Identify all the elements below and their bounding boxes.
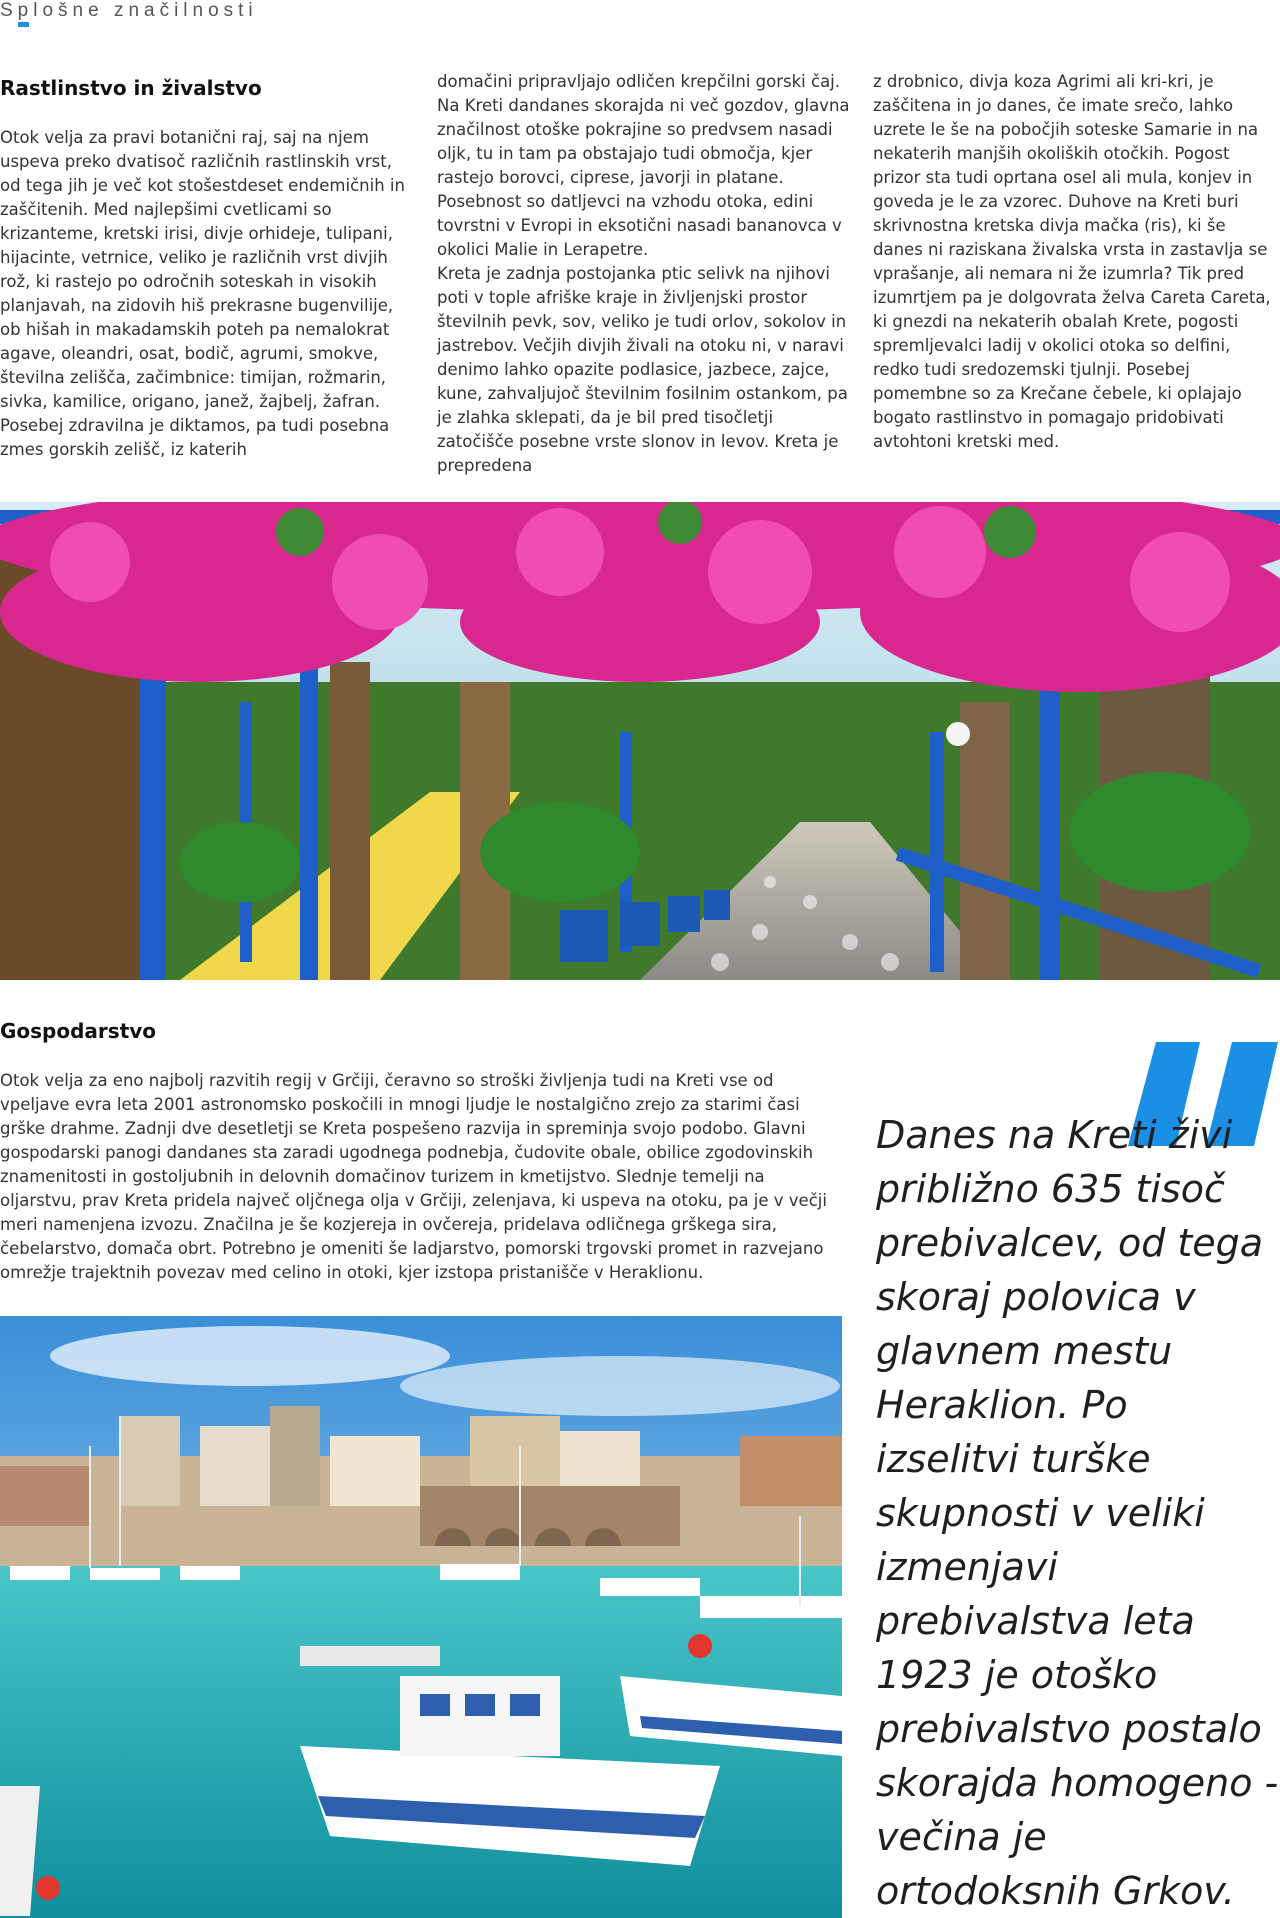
flora-column-3	[873, 70, 1280, 454]
economy-text	[0, 1069, 836, 1285]
harbour-boats-photo	[0, 1316, 842, 1918]
flora-column-1	[0, 126, 412, 462]
section-title-economy: Gospodarstvo	[0, 1019, 157, 1043]
section-title-flora: Rastlinstvo in živalstvo	[0, 76, 262, 100]
header-accent-mark	[18, 22, 29, 27]
flora-paragraph-2: domačini pripravljajo odličen krepčilni gorski čaj. Na Kreti dandanes skorajda ni več gozdov, glavna značilnost otoške pokrajine so predvsem nasadi oljk, tu in tam pa obstajajo tudi območja, kjer rastejo borovci, ciprese, javorji in platane. Posebnost so datljevci na vzhodu otoka, edini tovrstni v Evropi in eksotični nasadi bananovca v okolici Malie in Lerapetre.	[437, 72, 850, 259]
flora-paragraph-1: Otok velja za pravi botanični raj, saj na njem uspeva preko dvatisoč različnih rastlinskih vrst, od tega jih je več kot stošestdeset endemičnih in zaščitenih. Med najlepšimi cvetlicami so krizanteme, kretski irisi, divje orhideje, tulipani, hijacinte, vetrnice, veliko je različnih vrst divjih rož, ki rastejo po odročnih soteskah in visokih planjavah, na zidovih hiš prekrasne bugenvilije, ob hišah in makadamskih poteh pa nemalokrat agave, oleandri, osat, bodič, agrumi, smokve, številna zelišča, začimbnice: timijan, rožmarin, sivka, kamilice, origano, janež, žajbelj, žafran. Posebej zdravilna je diktamos, pa tudi posebna zmes gorskih zelišč, iz katerih	[0, 128, 405, 459]
flora-column-2	[437, 70, 851, 478]
pull-quote: Danes na Kreti živi približno 635 tisoč prebivalcev, od tega skoraj polovica v glavnem mestu Heraklion. Po izselitvi turške skupnosti v veliki izmenjavi prebivalstva leta 1923 je otoško prebivalstvo postalo skorajda homogeno - večina je ortodoksnih Grkov.	[876, 1113, 1279, 1913]
economy-paragraph: Otok velja za eno najbolj razvitih regij v Grčiji, čeravno so stroški življenja tudi na Kreti vse od vpeljave evra leta 2001 astronomsko poskočili in mnogi ljudje le nostalgično zrejo za starimi časi grške drahme. Zadnji dve desetletji se Kreta pospešeno razvija in spreminja svojo podobo. Glavni gospodarski panogi dandanes sta zaradi ugodnega podnebja, čudovite obale, obilice zgodovinskih znamenitosti in gostoljubnih in delovnih domačinov turizem in kmetijstvo. Slednje temelji na oljarstvu, prav Kreta pridela največ oljčnega olja v Grčiji, zelenjava, ki uspeva na otoku, pa je v večji meri namenjena izvozu. Značilna je še kozjereja in ovčereja, pridelava odličnega grškega sira, čebelarstvo, domača obrt. Potrebno je omeniti še ladjarstvo, pomorski trgovski promet in razvejano omrežje trajektnih povezav med celino in otoki, kjer izstopa pristanišče v Heraklionu.	[0, 1071, 827, 1282]
garden-pergola-photo	[0, 502, 1280, 980]
page-header: Splošne značilnosti	[0, 0, 258, 21]
flora-paragraph-4: z drobnico, divja koza Agrimi ali kri-kri, je zaščitena in jo danes, če imate srečo, lahko uzrete le še na pobočjih soteske Samarie in na nekaterih manjših okoliških otočkih. Pogost prizor sta tudi oprtana osel ali mula, konjev in goveda je le za vzorec. Duhove na Kreti buri skrivnostna kretska divja mačka (ris), ki še danes ni raziskana živalska vrsta in zastavlja se vprašanje, ali nemara ni že izumrla? Tik pred izumrtjem pa je dolgovrata želva Careta Careta, ki gnezdi na nekaterih obalah Krete, pogosti spremljevalci ladij v okolici otoka so delfini, redko tudi sredozemski tjulnji. Posebej pomembne so za Krečane čebele, ki oplajajo bogato rastlinstvo in pomagajo pridobivati avtohtoni kretski med.	[873, 72, 1271, 451]
flora-paragraph-3: Kreta je zadnja postojanka ptic selivk na njihovi poti v tople afriške kraje in življenjski prostor številnih pevk, sov, veliko je tudi orlov, sokolov in jastrebov. Večjih divjih živali na otoku ni, v naravi denimo lahko opazite podlasice, jazbece, zajce, kune, zahvaljujoč številnim fosilnim ostankom, pa je zlahka sklepati, da je bil pred tisočletji zatočišče posebne vrste slonov in levov. Kreta je prepredena	[437, 264, 848, 475]
